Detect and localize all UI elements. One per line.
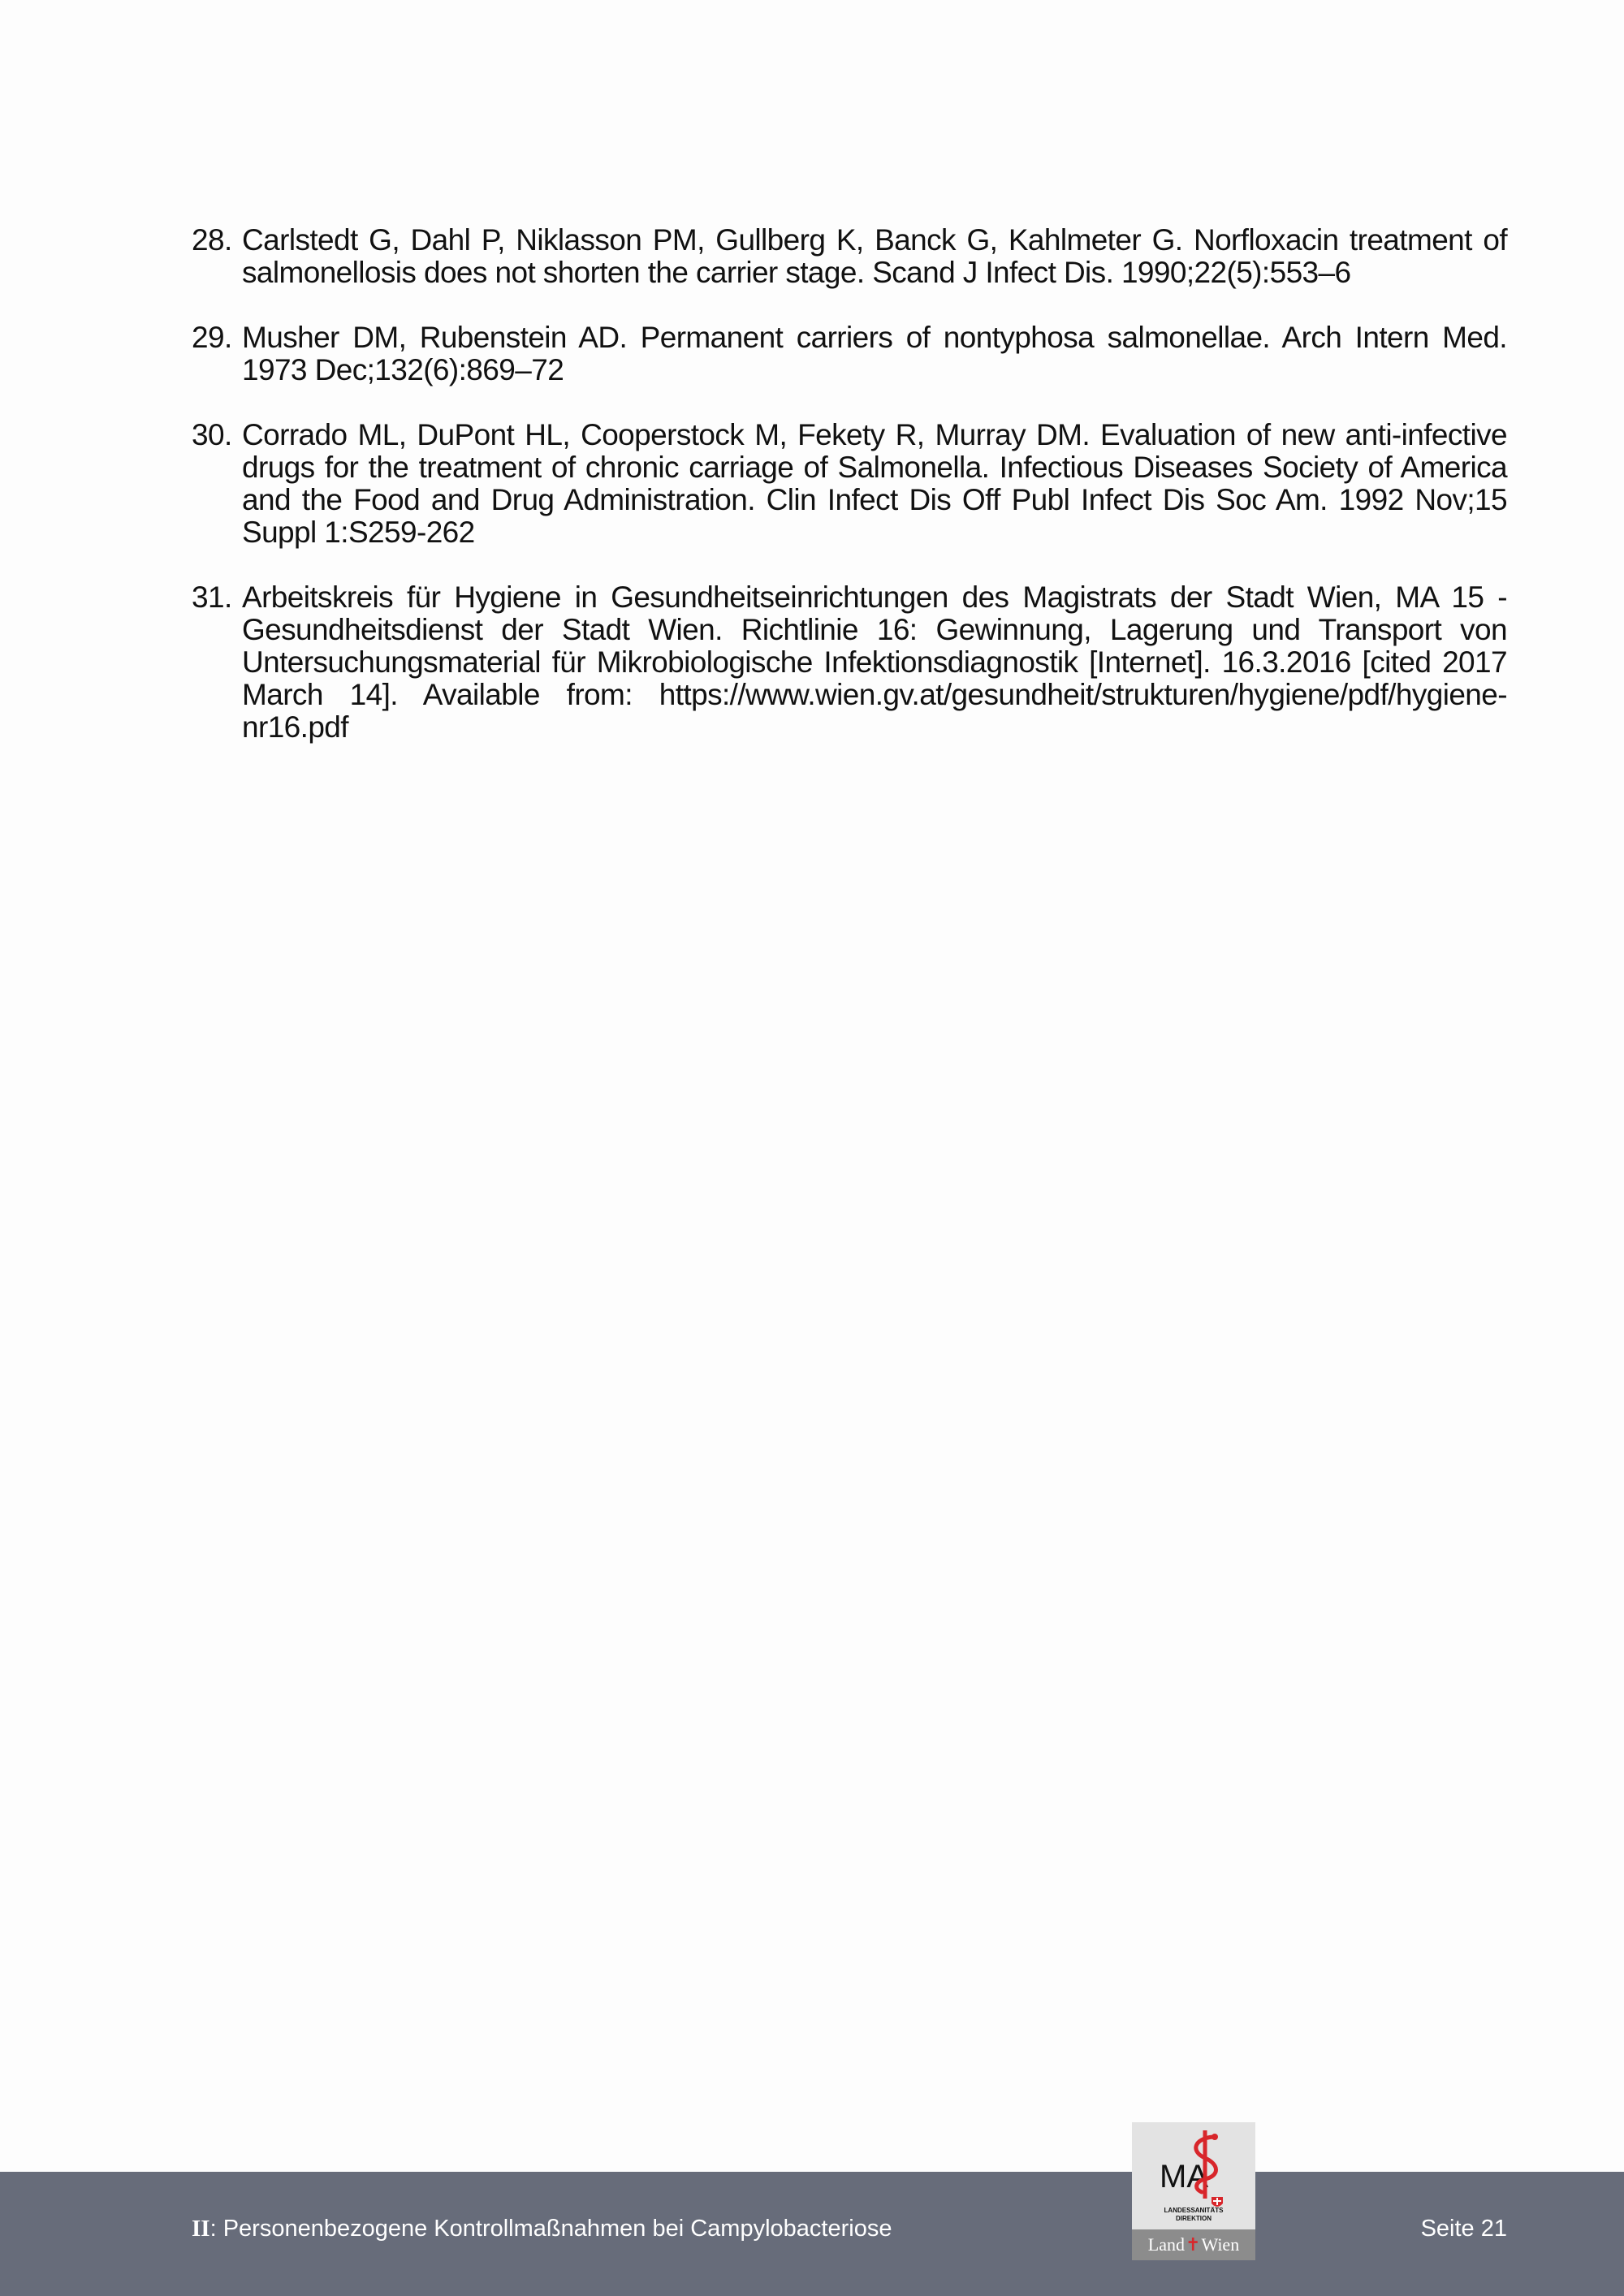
logo-subtitle-line1: LANDESSANITÄTS — [1164, 2207, 1224, 2214]
reference-number: 30. — [192, 418, 232, 451]
logo-band — [1132, 2229, 1255, 2260]
page-number: Seite 21 — [1420, 2216, 1507, 2242]
reference-item — [192, 322, 1507, 386]
reference-item — [192, 419, 1507, 549]
footer-title-text: : Personenbezogene Kontrollmaßnahmen bei Campylobacteriose — [209, 2216, 892, 2242]
reference-text: Corrado ML, DuPont HL, Cooperstock M, Fekety R, Murray DM. Evaluation of new anti-infective drugs for the treatment of chronic carriage of Salmonella. Infectious Diseases Society of America and the Food and Drug Administration. Clin Infect Dis Off Publ Infect Dis Soc Am. 1992 Nov;15 Suppl 1:S259-262 — [242, 418, 1507, 549]
reference-number: 31. — [192, 580, 232, 614]
footer-title — [192, 2214, 892, 2243]
logo-name: MA — [1160, 2159, 1208, 2195]
serpent-head-icon — [1212, 2134, 1218, 2140]
logo-subtitle-line2: DIREKTION — [1176, 2215, 1212, 2222]
page-footer — [0, 2172, 1624, 2296]
reference-item — [192, 581, 1507, 744]
footer-part-number: II — [192, 2216, 210, 2242]
reference-number: 28. — [192, 223, 232, 257]
reference-list — [192, 224, 1507, 776]
reference-number: 29. — [192, 321, 232, 354]
reference-item — [192, 224, 1507, 289]
cross-icon: ✝ — [1186, 2234, 1201, 2255]
logo-band-left: Land — [1147, 2234, 1185, 2255]
reference-text: Carlstedt G, Dahl P, Niklasson PM, Gullberg K, Banck G, Kahlmeter G. Norfloxacin treatment of salmonellosis does not shorten the carrier stage. Scand J Infect Dis. 1990;22(5):553–6 — [242, 223, 1507, 289]
ma15-emblem-icon — [1132, 2122, 1255, 2229]
reference-text: Musher DM, Rubenstein AD. Permanent carriers of nontyphosa salmonellae. Arch Intern Med. 1973 Dec;132(6):869–72 — [242, 321, 1507, 386]
logo-band-right: Wien — [1201, 2234, 1240, 2255]
logo — [1132, 2122, 1255, 2260]
reference-text: Arbeitskreis für Hygiene in Gesundheitseinrichtungen des Magistrats der Stadt Wien, MA 15 - Gesundheitsdienst der Stadt Wien. Richtlinie 16: Gewinnung, Lagerung und Transport von Untersuchungsmaterial für Mikrobiologische Infektionsdiagnostik [Internet]. 16.3.2016 [cited 2017 March 14]. Available from: https://www.wien.gv.at/gesundheit/strukturen/hygiene/pdf/hygiene-nr16.pdf — [242, 580, 1507, 744]
